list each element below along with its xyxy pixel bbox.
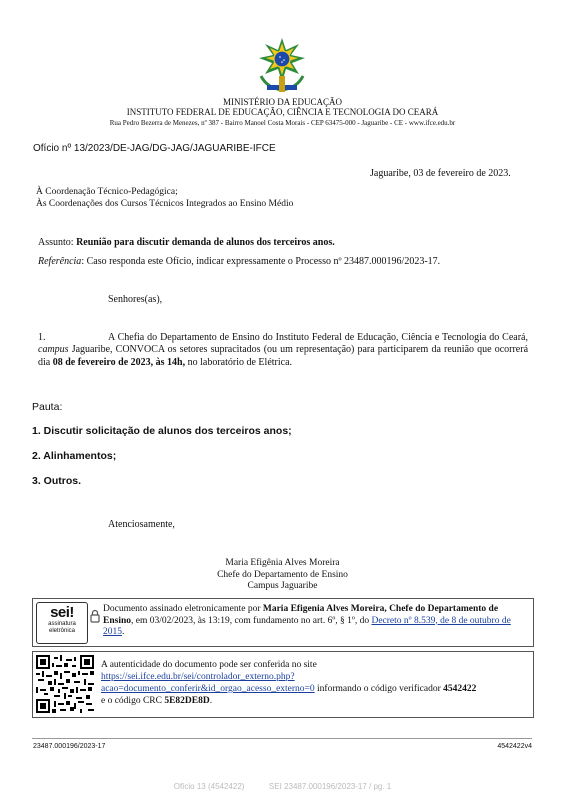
list-item: 3. Outros.	[32, 475, 82, 487]
authenticity-statement: A autenticidade do documento pode ser conferida no site https://sei.ifce.edu.br/sei/controlador_externo.php? acao=documento_conferir&id_orgao_acesso_externo=0 informando o código verificador 4542422 e o código CRC 5E82DE8D.	[101, 660, 477, 706]
decree-link[interactable]: Decreto nº 8.539, de 8 de outubro de 2015	[103, 615, 511, 637]
closing: Atenciosamente,	[108, 519, 175, 530]
list-item: 1. Discutir solicitação de alunos dos terceiros anos;	[32, 425, 292, 437]
verifier-code: 4542422	[443, 684, 477, 694]
footer-process-number: 23487.000196/2023-17	[33, 743, 106, 750]
reference-label: Referência	[38, 256, 82, 267]
lock-icon	[90, 609, 100, 623]
crc-code: 5E82DE8D	[164, 696, 210, 706]
body-paragraph: 1. A Chefia do Departamento de Ensino do Instituto Federal de Educação, Ciência e Tecnologia do Ceará, campus Jaguaribe, CONVOCA os setores supracitados (ou um representação) para participarem da reunião que ocorrerá dia 08 de fevereiro de 2023, às 14h, no laboratório de Elétrica.	[38, 332, 529, 368]
footer-version: 4542422v4	[497, 743, 532, 750]
authenticity-box	[32, 651, 534, 718]
page-info	[0, 782, 565, 791]
pauta-title: Pauta:	[32, 401, 63, 413]
pauta-list	[32, 425, 292, 487]
subject-line	[38, 237, 335, 248]
electronic-signature-box	[32, 598, 534, 647]
recipient-line: Às Coordenações dos Cursos Técnicos Integrados ao Ensino Médio	[36, 199, 294, 209]
subject-text: Reunião para discutir demanda de alunos dos terceiros anos.	[76, 237, 335, 248]
reference-text: : Caso responda este Ofício, indicar expressamente o Processo nº 23487.000196/2023-17.	[81, 256, 441, 267]
signer-name: Maria Efigênia Alves Moreira	[225, 558, 340, 568]
footer-divider	[32, 738, 532, 739]
salutation: Senhores(as),	[108, 294, 163, 305]
coat-of-arms-logo	[253, 36, 311, 96]
paragraph-number: 1.	[38, 332, 46, 343]
signer-bold: Maria Efigenia Alves Moreira, Chefe do Departamento de Ensino	[103, 604, 499, 626]
recipient-line: À Coordenação Técnico-Pedagógica;	[36, 187, 178, 197]
subject-label: Assunto:	[38, 237, 74, 248]
reference-line	[38, 256, 440, 267]
institute-name: INSTITUTO FEDERAL DE EDUCAÇÃO, CIÊNCIA E TECNOLOGIA DO CEARÁ	[126, 107, 439, 117]
signer-role: Chefe do Departamento de Ensino	[217, 569, 348, 580]
institute-address: Rua Pedro Bezerra de Menezes, nº 387 - Bairro Manoel Costa Morais - CEP 63475-000 - Jaguaribe - CE - www.ifce.edu.br	[109, 119, 456, 127]
qr-code	[36, 655, 94, 713]
page-info-right: SEI 23487.000196/2023-17 / pg. 1	[268, 782, 392, 791]
signature-block	[0, 558, 565, 593]
place-date: Jaguaribe, 03 de fevereiro de 2023.	[370, 168, 511, 179]
signer-campus: Campus Jaguaribe	[247, 581, 318, 591]
verification-link[interactable]: https://sei.ifce.edu.br/sei/controlador_externo.php?	[101, 672, 295, 682]
ministry-name: MINISTÉRIO DA EDUCAÇÃO	[223, 97, 342, 107]
list-item: 2. Alinhamentos;	[32, 450, 117, 462]
page-info-left: Ofício 13 (4542422)	[173, 782, 245, 791]
sei-logo: sei! assinatura eletrônica	[36, 602, 88, 644]
signature-statement: Documento assinado eletronicamente por Maria Efigenia Alves Moreira, Chefe do Departamento de Ensino, em 03/02/2023, às 13:19, com fundamento no art. 6º, § 1º, do Decreto nº 8.539, de 8 de outubro de 2015.	[103, 604, 511, 637]
meeting-date: 08 de fevereiro de 2023, às 14h,	[52, 356, 186, 368]
sei-logo-text: sei!	[50, 604, 74, 621]
oficio-title: Ofício nº 13/2023/DE-JAG/DG-JAG/JAGUARIBE-IFCE	[33, 143, 276, 154]
verification-link-continued[interactable]: acao=documento_conferir&id_orgao_acesso_externo=0	[101, 684, 315, 694]
